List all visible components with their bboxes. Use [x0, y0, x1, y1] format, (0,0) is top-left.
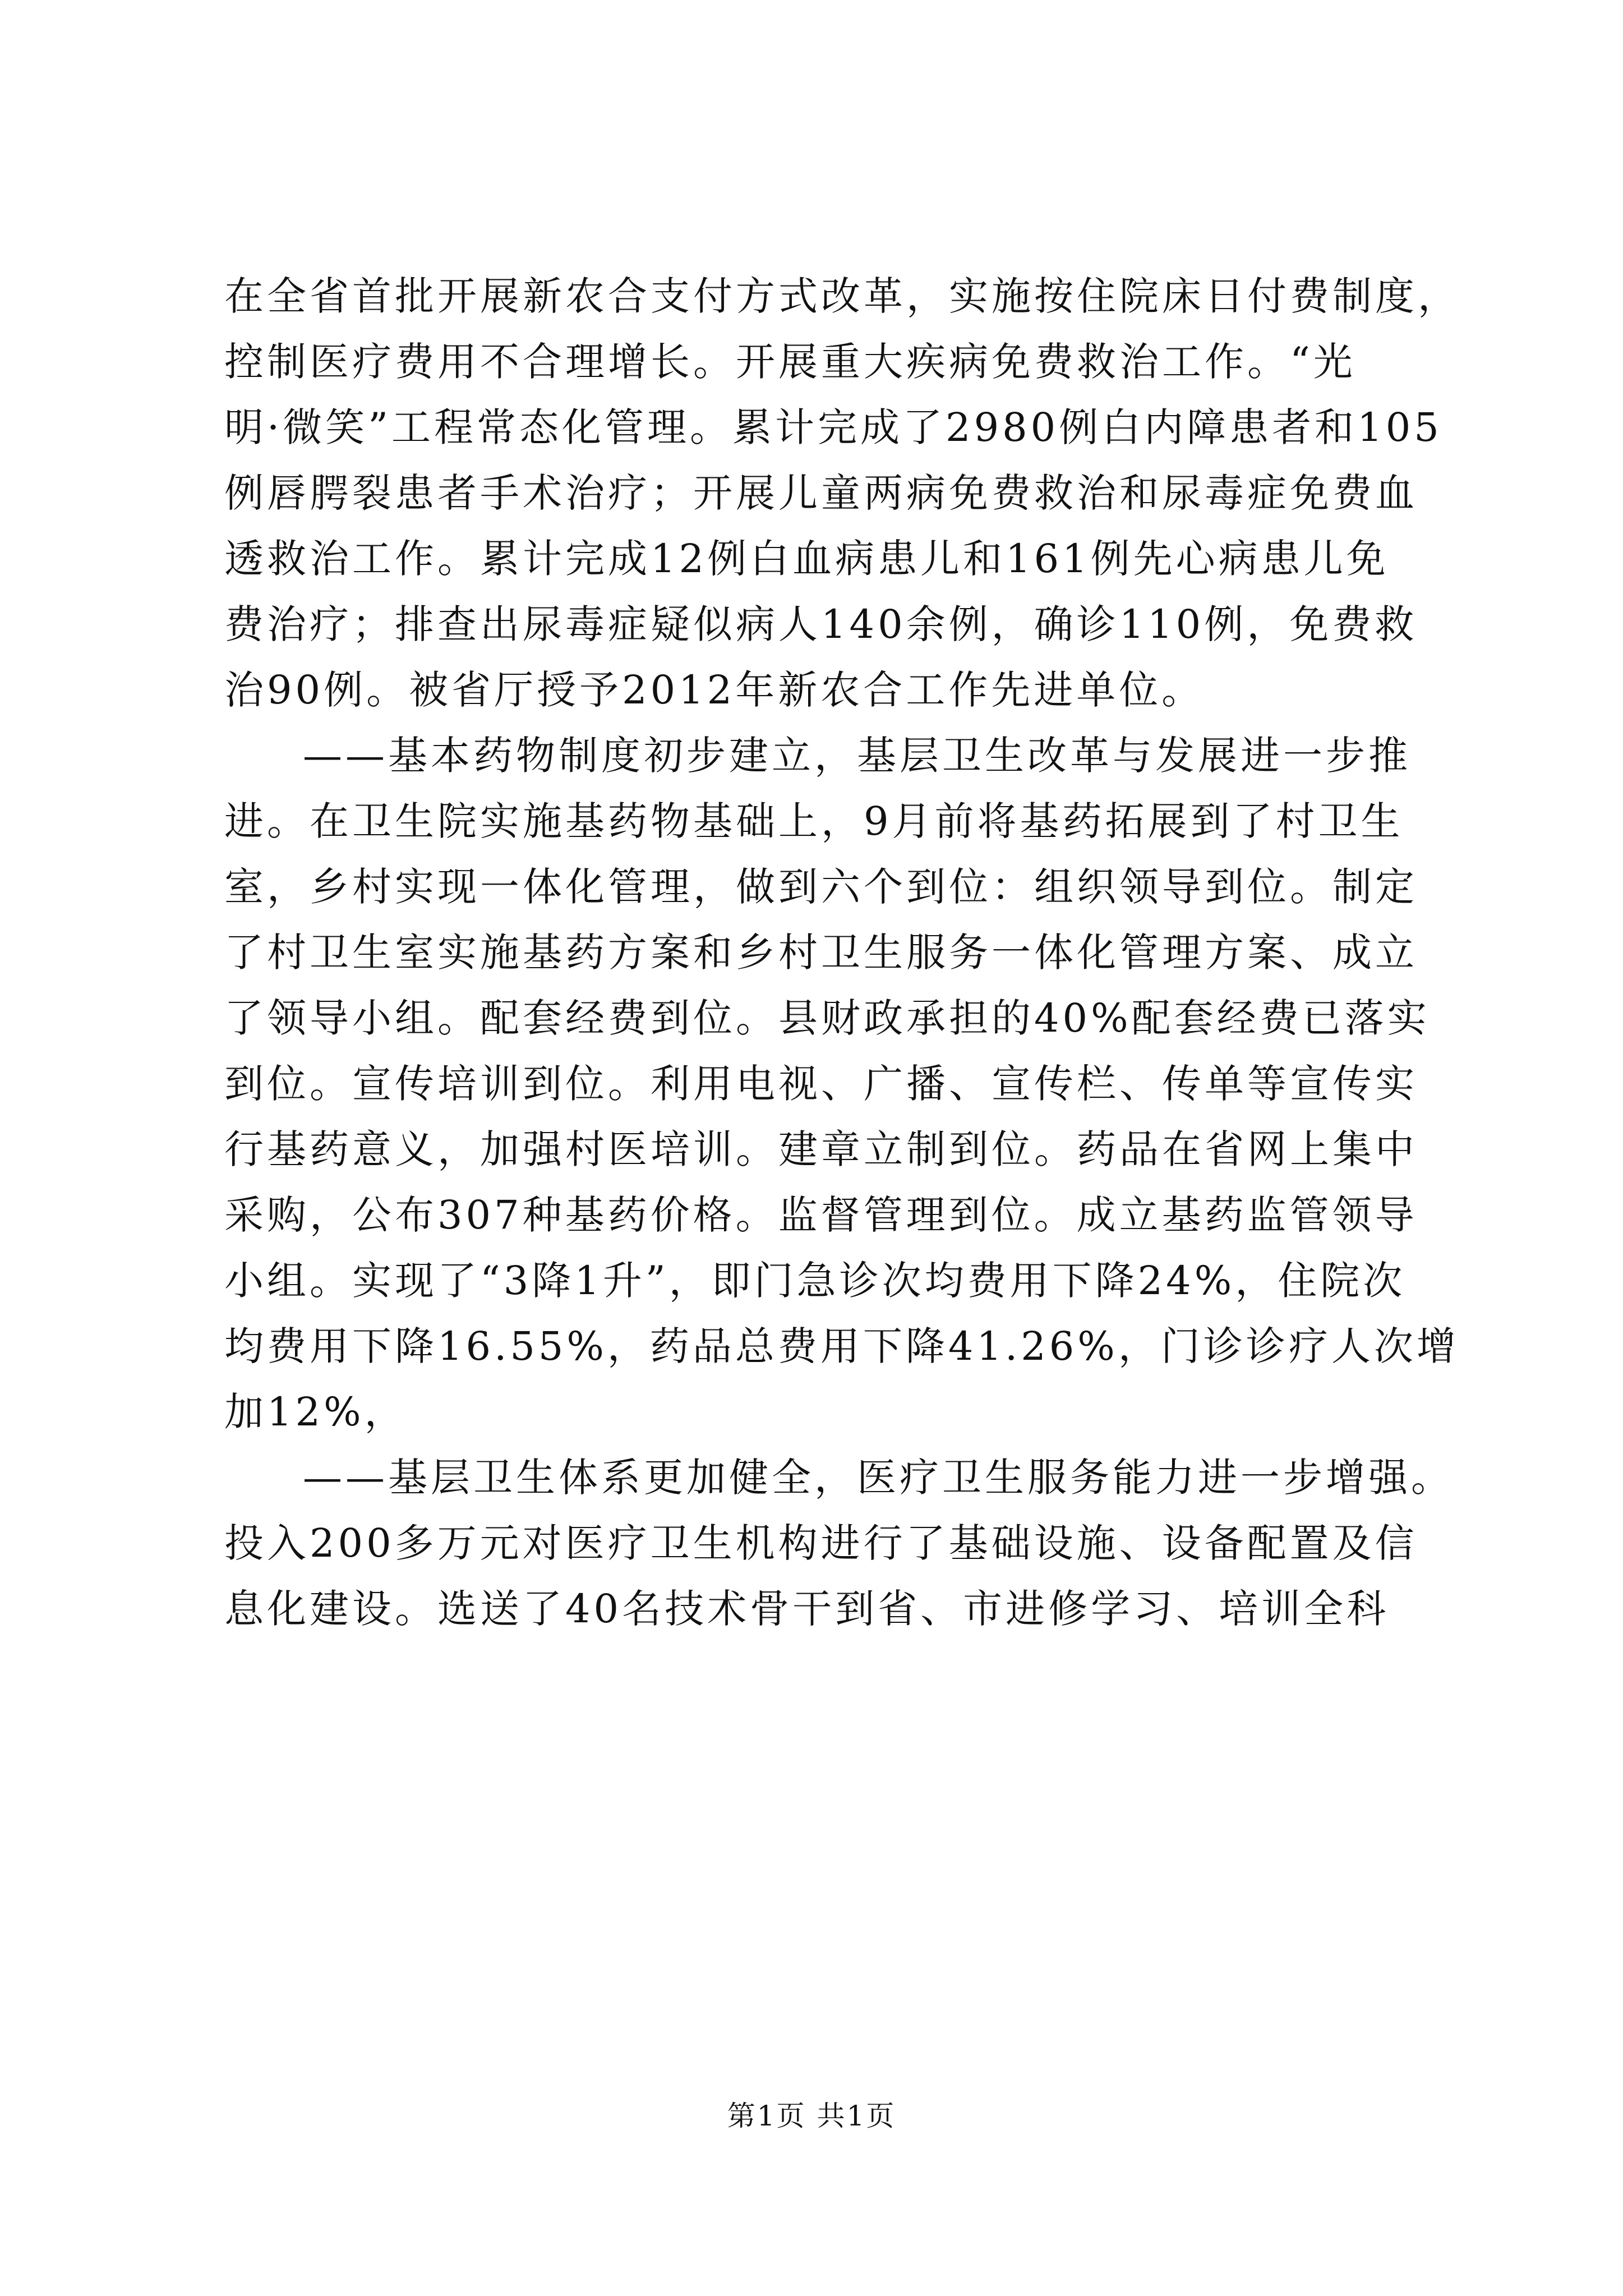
text-line: 透救治工作。累计完成12例白血病患儿和161例先心病患儿免: [224, 536, 1389, 582]
text-line: 明·微笑”工程常态化管理。累计完成了2980例白内障患者和105: [224, 404, 1442, 450]
text-line: 息化建设。选送了40名技术骨干到省、市进修学习、培训全科: [224, 1586, 1390, 1632]
body-text: [224, 264, 1460, 1642]
text-line: 控制医疗费用不合理增长。开展重大疾病免费救治工作。“光: [224, 339, 1356, 385]
text-line: 均费用下降16.55%，药品总费用下降41.26%，门诊诊疗人次增: [224, 1323, 1459, 1369]
paragraph-start-line: ——基层卫生体系更加健全，医疗卫生服务能力进一步增强。: [303, 1455, 1454, 1501]
text-line: 室，乡村实现一体化管理，做到六个到位：组织领导到位。制定: [224, 864, 1418, 910]
paragraph-start-line: ——基本药物制度初步建立，基层卫生改革与发展进一步推: [303, 733, 1411, 779]
text-line: 费治疗；排查出尿毒症疑似病人140余例，确诊110例，免费救: [224, 601, 1418, 647]
text-line: 治90例。被省厅授予2012年新农合工作先进单位。: [224, 667, 1205, 713]
text-line: 了领导小组。配套经费到位。县财政承担的40%配套经费已落实: [224, 995, 1430, 1041]
text-line: 例唇腭裂患者手术治疗；开展儿童两病免费救治和尿毒症免费血: [224, 470, 1418, 516]
text-line: 了村卫生室实施基药方案和乡村卫生服务一体化管理方案、成立: [224, 930, 1418, 976]
page-number-footer: 第1页 共1页: [727, 2100, 896, 2132]
text-line: 在全省首批开展新农合支付方式改革，实施按住院床日付费制度，: [224, 273, 1460, 319]
text-line: 进。在卫生院实施基药物基础上，9月前将基药拓展到了村卫生: [224, 798, 1404, 844]
text-line: 加12%，: [224, 1389, 407, 1435]
text-line: 行基药意义，加强村医培训。建章立制到位。药品在省网上集中: [224, 1126, 1418, 1172]
text-line: 小组。实现了“3降1升”，即门急诊次均费用下降24%，住院次: [224, 1258, 1406, 1304]
text-line: 投入200多万元对医疗卫生机构进行了基础设施、设备配置及信: [224, 1520, 1418, 1566]
text-line: 到位。宣传培训到位。利用电视、广播、宣传栏、传单等宣传实: [224, 1061, 1418, 1107]
text-line: 采购，公布307种基药价格。监督管理到位。成立基药监管领导: [224, 1192, 1418, 1238]
